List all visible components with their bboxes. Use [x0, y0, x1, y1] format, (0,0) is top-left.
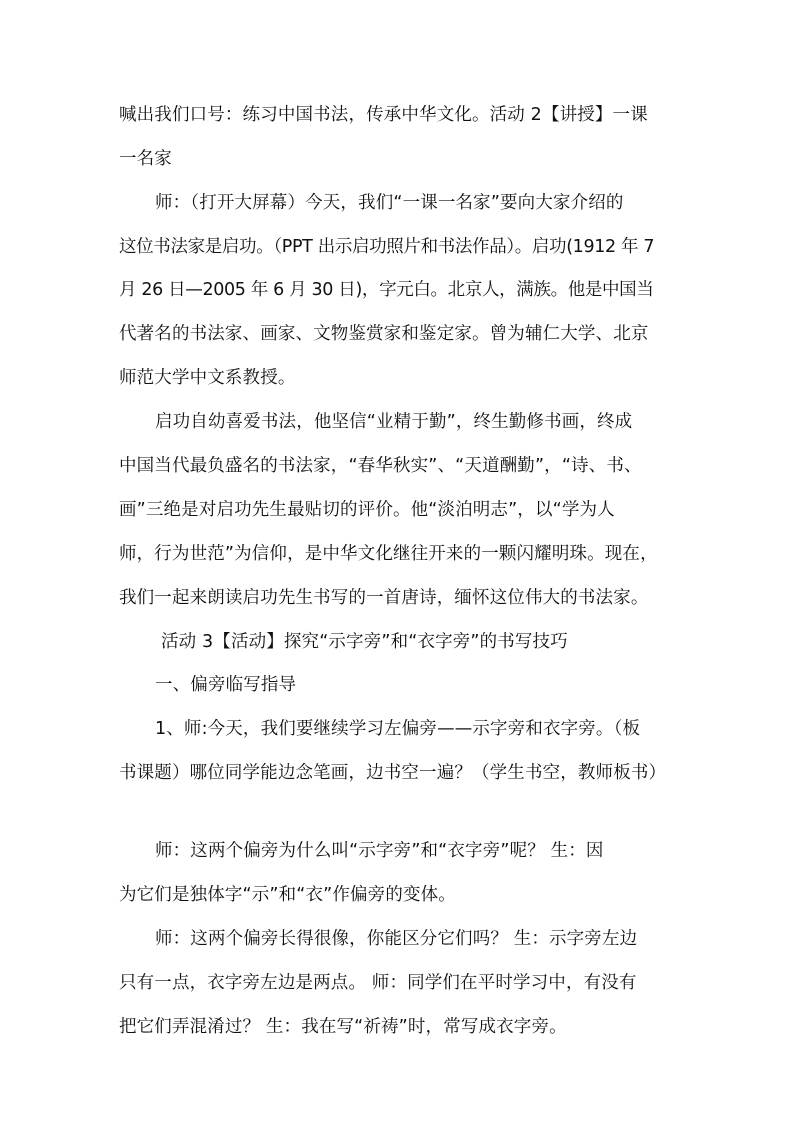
dialogue-line-4: 只有一点，衣字旁左边是两点。 师：同学们在平时学习中，有没有	[119, 973, 637, 993]
dialogue-line-2: 为它们是独体字“示”和“衣”作偏旁的变体。	[119, 885, 456, 905]
paragraph-line-14: 书课题）哪位同学能边念笔画，边书空一遍？（学生书空，教师板书）	[119, 763, 667, 783]
paragraph-line-1: 喊出我们口号：练习中国书法，传承中华文化。活动 2【讲授】一课	[119, 105, 648, 125]
section-heading: 一、偏旁临写指导	[155, 675, 297, 695]
dialogue-line-3: 师：这两个偏旁长得很像，你能区分它们吗？ 生：示字旁左边	[155, 929, 638, 949]
paragraph-line-7: 师范大学中文系教授。	[119, 368, 296, 388]
paragraph-line-12: 我们一起来朗读启功先生书写的一首唐诗，缅怀这位伟大的书法家。	[119, 588, 649, 608]
dialogue-line-1: 师：这两个偏旁为什么叫“示字旁”和“衣字旁”呢？ 生：因	[155, 841, 604, 861]
paragraph-line-4: 这位书法家是启功。（PPT 出示启功照片和书法作品）。启功(1912 年 7	[119, 237, 655, 257]
paragraph-line-5: 月 26 日—2005 年 6 月 30 日)，字元白。北京人，满族。他是中国当	[119, 280, 654, 300]
paragraph-line-8: 启功自幼喜爱书法，他坚信“业精于勤”，终生勤修书画，终成	[155, 412, 633, 432]
paragraph-line-3: 师：（打开大屏幕）今天，我们“一课一名家”要向大家介绍的	[155, 193, 624, 213]
dialogue-line-5: 把它们弄混淆过？ 生：我在写“祈祷”时，常写成衣字旁。	[119, 1017, 567, 1037]
activity-3-heading: 活动 3【活动】探究“示字旁”和“衣字旁”的书写技巧	[161, 632, 568, 652]
paragraph-line-2: 一名家	[119, 149, 172, 169]
paragraph-line-11: 师，行为世范”为信仰，是中华文化继往开来的一颗闪耀明珠。现在，	[119, 544, 658, 564]
paragraph-line-6: 代著名的书法家、画家、文物鉴赏家和鉴定家。曾为辅仁大学、北京	[119, 324, 649, 344]
paragraph-line-13: 1、师:今天，我们要继续学习左偏旁——示字旁和衣字旁。（板	[155, 719, 641, 739]
paragraph-line-10: 画”三绝是对启功先生最贴切的评价。他“淡泊明志”，以“学为人	[119, 500, 615, 520]
paragraph-line-9: 中国当代最负盛名的书法家，“春华秋实”、“天道酬勤”，“诗、书、	[119, 456, 642, 476]
